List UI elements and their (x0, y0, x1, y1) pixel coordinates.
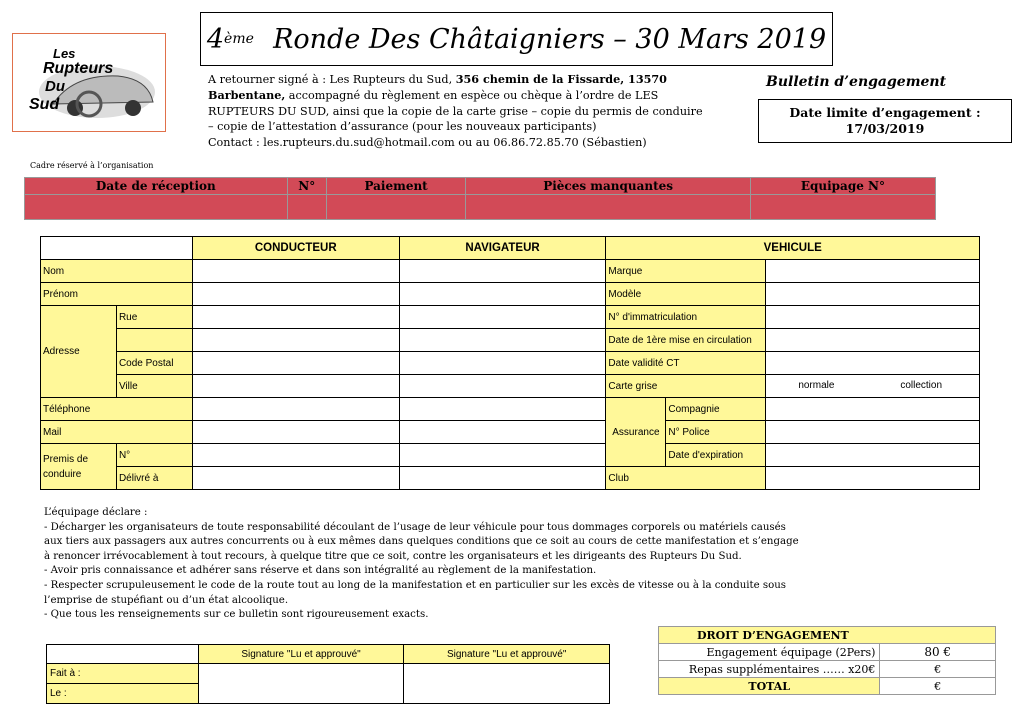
field-carte-grise[interactable] (766, 375, 980, 398)
field-conducteur-delivre[interactable] (192, 467, 399, 490)
logo-text-les: Les (53, 46, 76, 61)
label-nom: Nom (41, 260, 193, 283)
signature-table (46, 644, 610, 704)
instructions-prefix: A retourner signé à : Les Rupteurs du Sud, (208, 73, 456, 86)
field-conducteur-cp[interactable] (192, 352, 399, 375)
field-club[interactable] (766, 467, 980, 490)
deadline-date: 17/03/2019 (845, 121, 925, 136)
header-conducteur: CONDUCTEUR (192, 237, 399, 260)
sig-blank (47, 645, 199, 664)
label-assurance: Assurance (606, 398, 666, 467)
org-header-date: Date de réception (25, 178, 288, 195)
field-conducteur-rue2[interactable] (192, 329, 399, 352)
field-conducteur-tel[interactable] (192, 398, 399, 421)
title-sup: ème (224, 31, 254, 47)
label-fait-a: Fait à : (47, 664, 199, 684)
logo-text-sud: Sud (29, 96, 60, 113)
field-conducteur-permis[interactable] (192, 444, 399, 467)
header-navigateur: NAVIGATEUR (399, 237, 606, 260)
org-caption: Cadre réservé à l’organisation (30, 161, 154, 170)
title-text: Ronde Des Châtaigniers – 30 Mars 2019 (273, 23, 827, 55)
label-ct: Date validité CT (606, 352, 766, 375)
fees-value-engagement: 80 € (880, 644, 996, 661)
declaration-item: - Décharger les organisateurs de toute responsabilité découlant de l’usage de leur véhicule pour tous dommages corporels ou matériels causés aux tiers aux passagers aux autres concurrents ou à eux mêmes dans quelques conditions que ce soit au cours de cette manifestation et s’engage à renoncer irrévocablement à tout recours, à quelque titre que ce soit, contre les organisateurs et les dirigeants des Rupteurs Du Sud. (44, 521, 799, 562)
declaration-item: - Que tous les renseignements sur ce bulletin sont rigoureusement exacts. (44, 609, 429, 621)
instructions-rest: accompagné du règlement en espèce ou chèque à l’ordre de LES RUPTEURS DU SUD, ainsi que la copie de la carte grise – copie du permis de conduire – copie de l’attestation d’assurance (pour les nouveaux participants) (208, 88, 703, 134)
label-le: Le : (47, 684, 199, 704)
label-police: N° Police (666, 421, 766, 444)
field-ct[interactable] (766, 352, 980, 375)
label-rue: Rue (116, 306, 192, 329)
org-header-no: N° (287, 178, 326, 195)
field-conducteur-prenom[interactable] (192, 283, 399, 306)
fees-row-repas: Repas supplémentaires …… x20€ (659, 661, 880, 678)
logo-text-du: Du (45, 78, 65, 95)
label-rue-2 (116, 329, 192, 352)
option-collection[interactable]: collection (900, 380, 943, 391)
label-adresse: Adresse (41, 306, 117, 398)
org-field[interactable] (466, 195, 750, 220)
fees-value-repas[interactable]: € (880, 661, 996, 678)
fees-total-value[interactable]: € (880, 678, 996, 695)
label-carte-grise: Carte grise (606, 375, 766, 398)
declaration-intro: L’équipage déclare : (44, 507, 148, 518)
field-immat[interactable] (766, 306, 980, 329)
instructions-contact: Contact : les.rupteurs.du.sud@hotmail.com ou au 06.86.72.85.70 (Sébastien) (208, 136, 647, 150)
field-conducteur-nom[interactable] (192, 260, 399, 283)
fees-total-label: TOTAL (659, 678, 880, 695)
field-navigateur-delivre[interactable] (399, 467, 606, 490)
field-navigateur-rue[interactable] (399, 306, 606, 329)
org-header-paiement: Paiement (326, 178, 466, 195)
event-title (200, 12, 833, 66)
field-conducteur-rue[interactable] (192, 306, 399, 329)
label-mail: Mail (41, 421, 193, 444)
declaration (44, 506, 804, 623)
sig-header-1: Signature "Lu et approuvé" (198, 645, 404, 664)
field-police[interactable] (766, 421, 980, 444)
instructions (208, 72, 708, 151)
label-marque: Marque (606, 260, 766, 283)
field-navigateur-rue2[interactable] (399, 329, 606, 352)
option-normale[interactable]: normale (798, 380, 835, 391)
bulletin-label: Bulletin d’engagement (766, 74, 947, 90)
logo-text-rupteurs: Rupteurs (43, 60, 114, 77)
signature-field-1[interactable] (198, 664, 404, 704)
field-marque[interactable] (766, 260, 980, 283)
org-field[interactable] (25, 195, 288, 220)
fees-row-engagement: Engagement équipage (2Pers) (659, 644, 880, 661)
declaration-item: - Respecter scrupuleusement le code de la route tout au long de la manifestation et en particulier sur les excès de vitesse ou à la conduite sous l’emprise de stupéfiant ou d’un état alcoolique. (44, 579, 787, 606)
field-navigateur-mail[interactable] (399, 421, 606, 444)
label-expiration: Date d'expiration (666, 444, 766, 467)
club-logo (12, 33, 166, 132)
deadline-box (758, 99, 1012, 143)
field-mise-circulation[interactable] (766, 329, 980, 352)
entry-table (40, 236, 980, 490)
declaration-item: - Avoir pris connaissance et adhérer sans réserve et dans son intégralité au règlement de la manifestation. (44, 565, 597, 577)
title-ordinal: 4 (206, 23, 225, 55)
field-expiration[interactable] (766, 444, 980, 467)
label-permis: Premis de conduire (41, 444, 117, 490)
label-modele: Modèle (606, 283, 766, 306)
field-conducteur-mail[interactable] (192, 421, 399, 444)
field-modele[interactable] (766, 283, 980, 306)
field-navigateur-cp[interactable] (399, 352, 606, 375)
field-navigateur-permis[interactable] (399, 444, 606, 467)
label-mise-circulation: Date de 1ère mise en circulation (606, 329, 766, 352)
org-field[interactable] (750, 195, 935, 220)
org-header-pieces: Pièces manquantes (466, 178, 750, 195)
instructions-address: 356 chemin de la Fissarde, 13570 Barbentane, (208, 72, 667, 102)
label-code-postal: Code Postal (116, 352, 192, 375)
sig-header-2: Signature "Lu et approuvé" (404, 645, 610, 664)
signature-field-2[interactable] (404, 664, 610, 704)
label-permis-no: N° (116, 444, 192, 467)
org-field[interactable] (287, 195, 326, 220)
field-navigateur-tel[interactable] (399, 398, 606, 421)
label-delivre: Délivré à (116, 467, 192, 490)
label-club: Club (606, 467, 766, 490)
org-table (24, 177, 936, 220)
field-navigateur-nom[interactable] (399, 260, 606, 283)
fees-table (658, 626, 996, 695)
org-header-equipage: Equipage N° (750, 178, 935, 195)
label-prenom: Prénom (41, 283, 193, 306)
field-navigateur-ville[interactable] (399, 375, 606, 398)
fees-title: DROIT D’ENGAGEMENT (659, 627, 996, 644)
org-field[interactable] (326, 195, 466, 220)
deadline-label: Date limite d’engagement : (789, 105, 981, 120)
header-vehicule: VEHICULE (606, 237, 980, 260)
field-navigateur-prenom[interactable] (399, 283, 606, 306)
label-telephone: Téléphone (41, 398, 193, 421)
header-blank (41, 237, 193, 260)
label-ville: Ville (116, 375, 192, 398)
field-conducteur-ville[interactable] (192, 375, 399, 398)
label-compagnie: Compagnie (666, 398, 766, 421)
field-compagnie[interactable] (766, 398, 980, 421)
label-immat: N° d'immatriculation (606, 306, 766, 329)
